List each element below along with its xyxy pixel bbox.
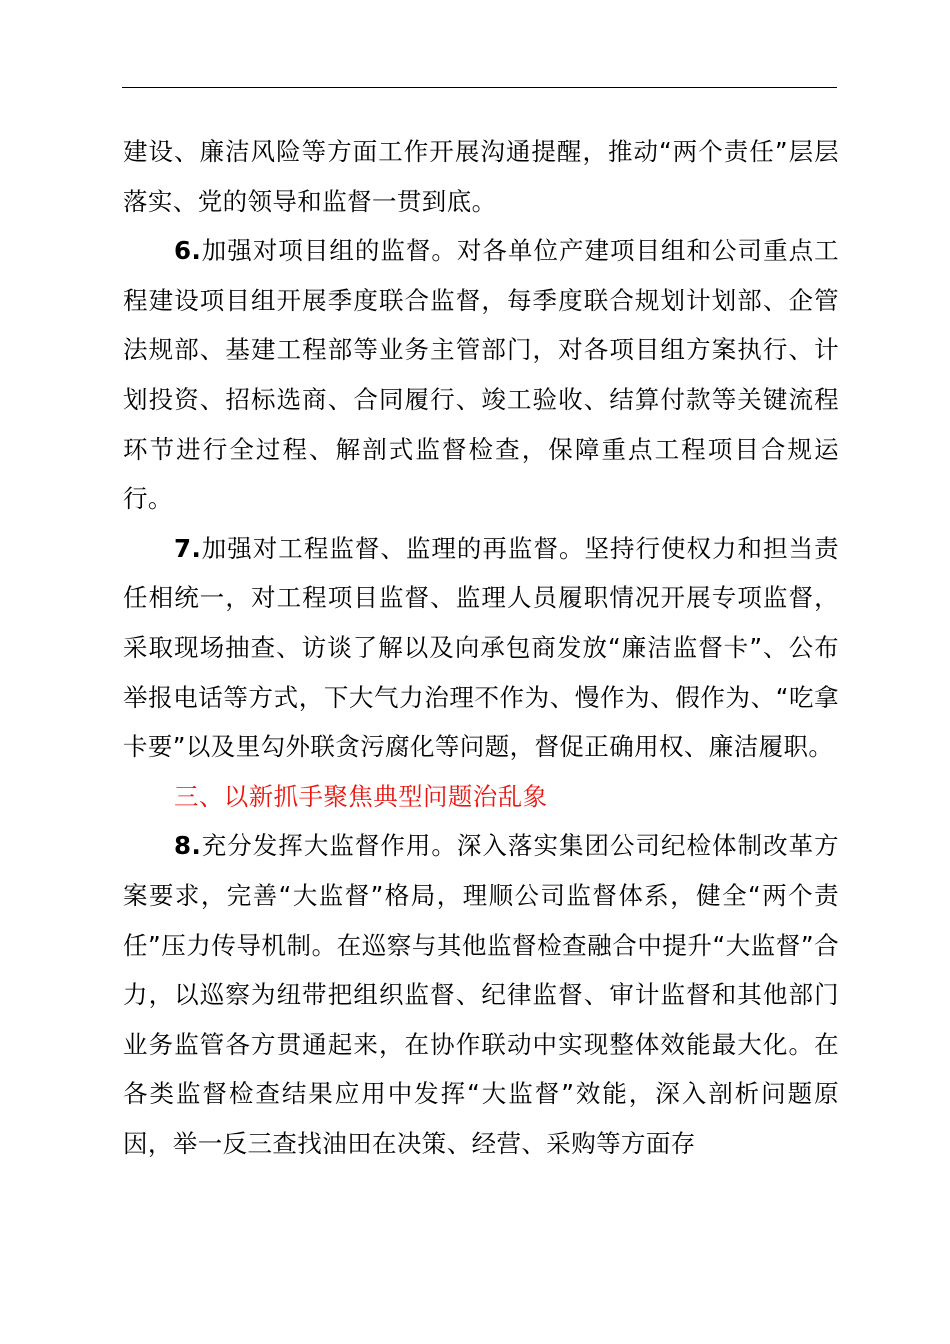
paragraph-text: 加强对工程监督、监理的再监督。坚持行使权力和担当责任相统一，对工程项目监督、监理人员履职情况开展专项监督，采取现场抽查、访谈了解以及向承包商发放“廉洁监督卡”、公布举报电话等方式，下大气力治理不作为、慢作为、假作为、“吃拿卡要”以及里勾外联贪污腐化等问题，督促正确用权、廉洁履职。 [123, 533, 839, 762]
paragraph-number: 7. [174, 533, 202, 563]
paragraph-continuation [123, 127, 839, 226]
section-heading-text: 三、以新抓手聚焦典型问题治乱象 [174, 781, 548, 811]
paragraph-text: 建设、廉洁风险等方面工作开展沟通提醒，推动“两个责任”层层落实、党的领导和监督一贯到底。 [123, 137, 839, 216]
paragraph-text: 加强对项目组的监督。对各单位产建项目组和公司重点工程建设项目组开展季度联合监督，每季度联合规划计划部、企管法规部、基建工程部等业务主管部门，对各项目组方案执行、计划投资、招标选商、合同履行、竣工验收、结算付款等关键流程环节进行全过程、解剖式监督检查，保障重点工程项目合规运行。 [123, 236, 839, 514]
paragraph-number: 8. [174, 831, 202, 861]
paragraph-7 [123, 524, 839, 772]
document-body [123, 127, 839, 1168]
paragraph-number: 6. [174, 236, 202, 266]
section-heading-3 [123, 772, 839, 822]
header-rule [122, 87, 837, 88]
paragraph-6 [123, 226, 839, 524]
paragraph-8 [123, 821, 839, 1168]
paragraph-text: 充分发挥大监督作用。深入落实集团公司纪检体制改革方案要求，完善“大监督”格局，理顺公司监督体系，健全“两个责任”压力传导机制。在巡察与其他监督检查融合中提升“大监督”合力，以巡察为纽带把组织监督、纪律监督、审计监督和其他部门业务监管各方贯通起来，在协作联动中实现整体效能最大化。在各类监督检查结果应用中发挥“大监督”效能，深入剖析问题原因，举一反三查找油田在决策、经营、采购等方面存 [123, 831, 839, 1158]
